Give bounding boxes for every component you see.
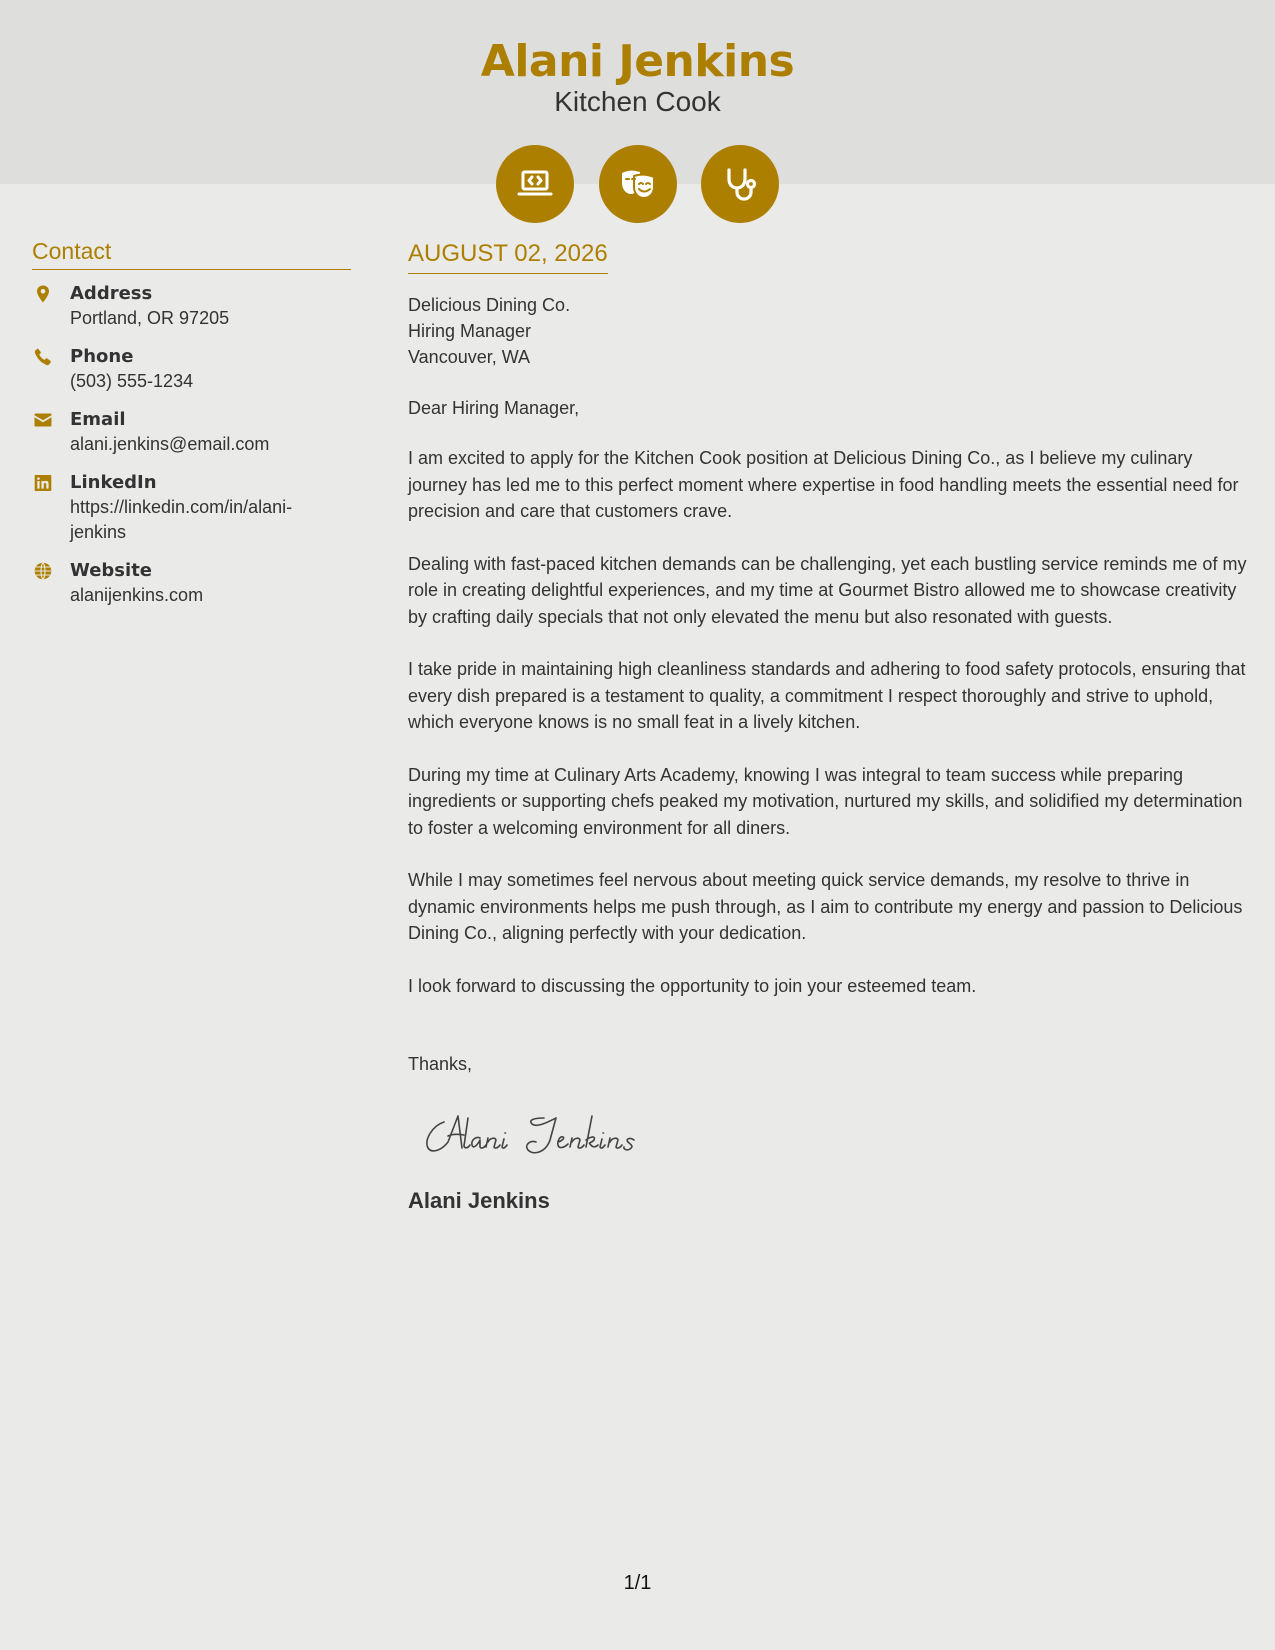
letter-body [408, 240, 1253, 1214]
theater-masks-icon [599, 145, 677, 223]
envelope-icon [32, 408, 70, 457]
applicant-name: Alani Jenkins [480, 36, 795, 87]
job-title: Kitchen Cook [554, 86, 721, 117]
recipient-company: Delicious Dining Co. [408, 295, 571, 315]
contact-item-email [32, 408, 351, 457]
letter-paragraph: I look forward to discussing the opportunity to join your esteemed team. [408, 975, 977, 996]
contact-label: Phone [70, 346, 134, 367]
letter-paragraph: I take pride in maintaining high cleanliness standards and adhering to food safety protocols, ensuring that every dish prepared is a testament to quality, a commitment I respect thoroughly and strive to uphold, which everyone knows is no small feat in a lively kitchen. [408, 659, 1246, 732]
letter-paragraph: While I may sometimes feel nervous about meeting quick service demands, my resolve to thrive in dynamic environments helps me push through, as I aim to contribute my energy and passion to Delicious Dining Co., aligning perfectly with your dedication. [408, 870, 1243, 943]
laptop-code-icon [496, 145, 574, 223]
linkedin-value: https://linkedin.com/in/alani-jenkins [70, 497, 293, 542]
signer-name: Alani Jenkins [408, 1188, 550, 1213]
recipient-role: Hiring Manager [408, 321, 532, 341]
phone-value: (503) 555-1234 [70, 371, 194, 391]
contact-item-linkedin [32, 471, 351, 545]
letter-paragraph: I am excited to apply for the Kitchen Cook position at Delicious Dining Co., as I believe my culinary journey has led me to this perfect moment where expertise in food handling meets the essential need for precision and care that customers crave. [408, 448, 1239, 521]
contact-item-phone [32, 345, 351, 394]
phone-icon [32, 345, 70, 394]
globe-icon [32, 559, 70, 608]
contact-heading: Contact [32, 238, 351, 270]
address-value: Portland, OR 97205 [70, 308, 230, 328]
header-icon-row [496, 145, 779, 223]
contact-label: Address [70, 283, 153, 304]
contact-label: Email [70, 409, 126, 430]
letter-date: AUGUST 02, 2026 [408, 240, 608, 274]
contact-label: LinkedIn [70, 472, 157, 493]
contact-label: Website [70, 560, 153, 581]
closing: Thanks, [408, 1054, 473, 1074]
stethoscope-icon [701, 145, 779, 223]
website-value: alanijenkins.com [70, 585, 204, 605]
letter-paragraph: Dealing with fast-paced kitchen demands can be challenging, yet each bustling service reminds me of my role in creating delightful experiences, and my time at Gourmet Bistro allowed me to showcase creativity by crafting daily specials that not only elevated the menu but also resonated with guests. [408, 553, 1247, 627]
handwritten-signature [422, 1110, 662, 1160]
map-marker-icon [32, 282, 70, 331]
linkedin-icon [32, 471, 70, 545]
contact-item-address [32, 282, 351, 331]
contact-item-website [32, 559, 351, 608]
recipient-location: Vancouver, WA [408, 347, 531, 367]
recipient-block [408, 292, 1253, 370]
contact-list [32, 282, 351, 608]
contact-sidebar [32, 238, 351, 622]
letter-paragraph: During my time at Culinary Arts Academy, knowing I was integral to team success while preparing ingredients or supporting chefs peaked my motivation, nurtured my skills, and solidified my determination to foster a welcoming environment for all diners. [408, 764, 1243, 838]
page-number: 1/1 [623, 1572, 652, 1594]
email-value: alani.jenkins@email.com [70, 434, 270, 454]
salutation: Dear Hiring Manager, [408, 398, 580, 418]
